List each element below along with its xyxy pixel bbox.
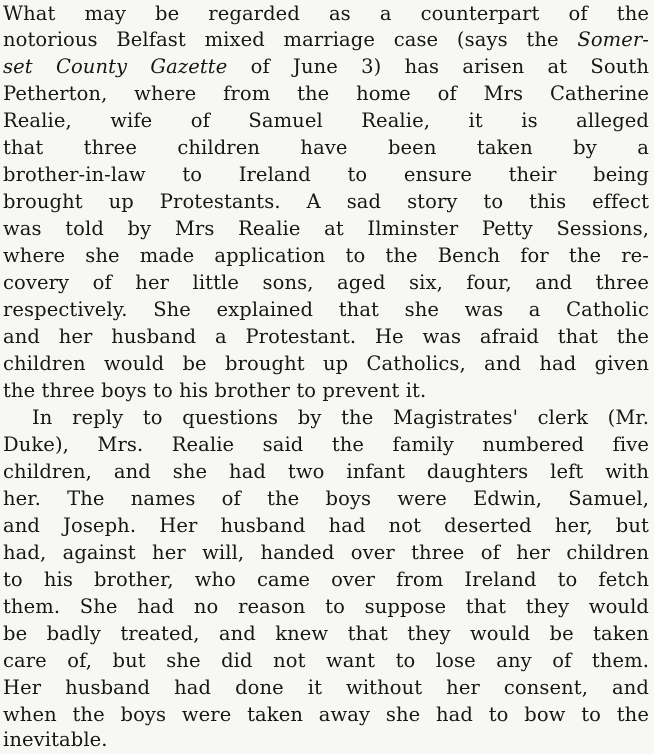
article-line: In reply to questions by the Magistrates' clerk (Mr. [32, 406, 649, 429]
article-line: to his brother, who came over from Ireland to fetch [3, 568, 649, 591]
article-line: them. She had no reason to suppose that they would [3, 595, 649, 618]
article-line: children would be brought up Catholics, and had given [3, 352, 649, 375]
article-line: covery of her little sons, aged six, four, and three [3, 271, 649, 294]
article-line: Petherton, where from the home of Mrs Catherine [3, 82, 649, 105]
article-line: the three boys to his brother to prevent it. [3, 379, 427, 402]
article-line: Realie, wife of Samuel Realie, it is alleged [3, 109, 649, 132]
article-line: and Joseph. Her husband had not deserted her, but [3, 514, 649, 537]
article-line: care of, but she did not want to lose any of them. [3, 649, 649, 672]
article-line: notorious Belfast mixed marriage case (says the Somer- [3, 28, 649, 51]
article-line: inevitable. [3, 728, 108, 751]
article-line: be badly treated, and knew that they would be taken [3, 622, 649, 645]
article-line: What may be regarded as a counterpart of the [3, 2, 649, 25]
article-line: was told by Mrs Realie at Ilminster Petty Sessions, [3, 217, 649, 240]
article-line: when the boys were taken away she had to bow to the [3, 703, 649, 726]
article-line: brought up Protestants. A sad story to this effect [3, 190, 649, 213]
article-line: Duke), Mrs. Realie said the family numbered five [3, 433, 649, 456]
article-line: set County Gazette of June 3) has arisen at South [3, 55, 649, 78]
article-line: Her husband had done it without her consent, and [3, 676, 649, 699]
publication-name: set County Gazette [3, 55, 228, 78]
article-line: that three children have been taken by a [3, 136, 649, 159]
article-line: had, against her will, handed over three of her children [3, 541, 649, 564]
article-line: where she made application to the Bench for the re- [3, 244, 649, 267]
article-line: children, and she had two infant daughters left with [3, 460, 649, 483]
article-line: her. The names of the boys were Edwin, Samuel, [3, 487, 649, 510]
article-line: and her husband a Protestant. He was afraid that the [3, 325, 649, 348]
article-line: respectively. She explained that she was a Catholic [3, 298, 649, 321]
article-line: brother-in-law to Ireland to ensure their being [3, 163, 649, 186]
publication-name: Somer- [577, 28, 649, 51]
